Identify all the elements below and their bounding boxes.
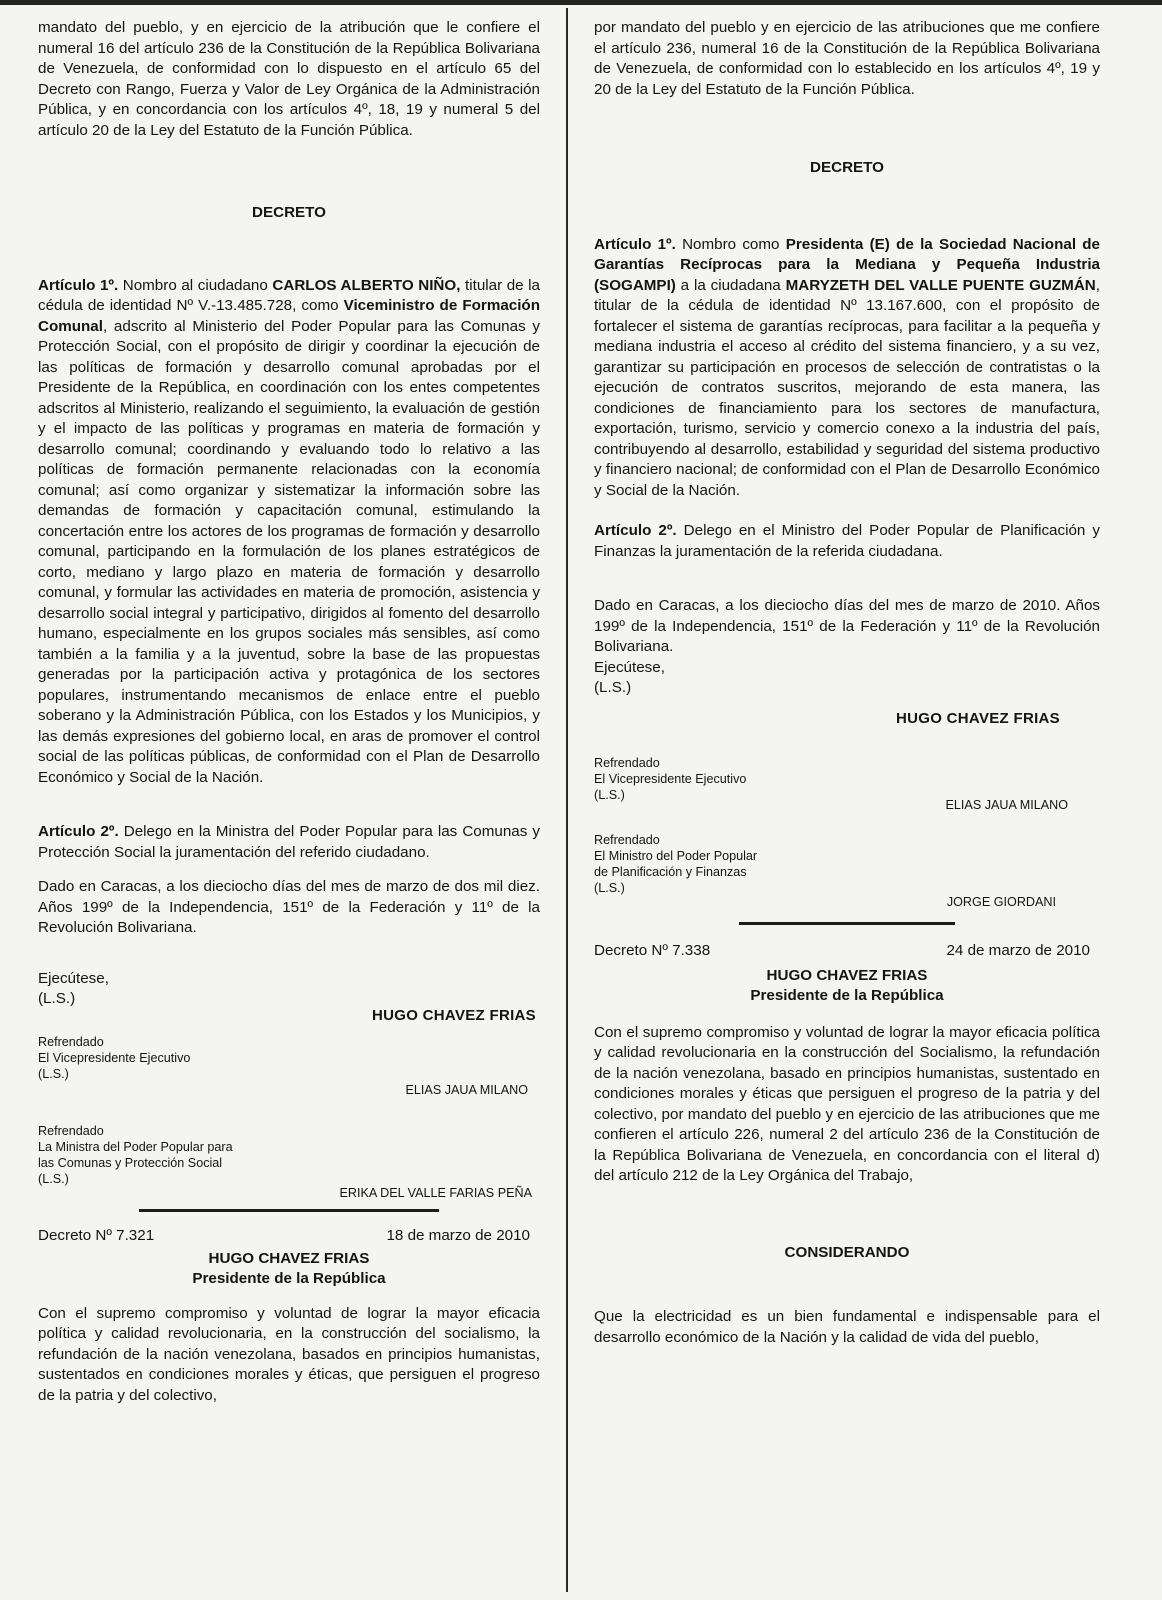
top-border <box>0 0 1162 5</box>
right-art1-text1: Nombro como <box>675 235 786 253</box>
left-ref2-line-b: La Ministra del Poder Popular para <box>38 1139 233 1154</box>
left-article-1 <box>38 276 540 789</box>
left-decree-header <box>38 1226 540 1247</box>
left-art1-text2: titular de la cédula de identidad Nº V.-13.485.728, como <box>38 276 541 314</box>
right-column <box>594 18 1100 1348</box>
right-considerando-paragraph: Que la electricidad es un bien fundamental e indispensable para el desarrollo económico de la Nación y la calidad de vida del pueblo, <box>594 1308 1100 1346</box>
right-ejecutese: Ejecútese, <box>594 658 665 676</box>
left-art1-text1: Nombro al ciudadano <box>118 276 273 294</box>
left-art2-text: Delego en la Ministra del Poder Popular para las Comunas y Protección Social la juramentación del referido ciudadano. <box>38 823 541 861</box>
right-ref2-line-c: de Planificación y Finanzas <box>594 864 747 879</box>
left-art1-label: Artículo 1º. <box>38 276 119 294</box>
right-ref1-line-c: (L.S.) <box>594 788 625 802</box>
left-ejecutese: Ejecútese, <box>38 969 109 987</box>
left-article-2 <box>38 822 540 863</box>
left-ref2-line-d: (L.S.) <box>38 1171 69 1186</box>
right-article-1 <box>594 235 1100 502</box>
right-ref1-line-b: El Vicepresidente Ejecutivo <box>594 772 747 786</box>
right-ref2-line-b: El Ministro del Poder Popular <box>594 848 758 863</box>
right-president-title: Presidente de la República <box>750 987 944 1004</box>
right-closing-paragraph: Con el supremo compromiso y voluntad de lograr la mayor eficacia política y calidad revolucionaria en la construcción del Socialismo, la refundación de la nación venezolana, basado en principios humanistas, sustentado en condiciones morales y éticas que persiguen el progreso de la patria y del colectivo, por mandato del pueblo y en ejercicio de las atribuciones que me confieren el artículo 226, numeral 2 del artículo 236 de la Constitución de la República Bolivariana de Venezuela, en concordancia con el literal d) del artículo 212 de la Ley Orgánica del Trabajo, <box>594 1023 1100 1184</box>
right-art2-text: Delego en el Ministro del Poder Popular de Planificación y Finanzas la juramentación de la referida ciudadana. <box>594 522 1100 560</box>
right-separator-rule <box>739 922 955 925</box>
left-art2-label: Artículo 2º. <box>38 823 119 840</box>
left-president-title: Presidente de la República <box>192 1270 386 1287</box>
left-intro-paragraph: mandato del pueblo, y en ejercicio de la atribución que le confiere el numeral 16 del artículo 236 de la Constitución de la República Bolivariana de Venezuela, de conformidad con lo dispuesto en el artículo 65 del Decreto con Rango, Fuerza y Valor de Ley Orgánica de la Administración Pública, y en concordancia con los artículos 4º, 18, 19 y numeral 5 del artículo 20 de la Ley del Estatuto de la Función Pública. <box>38 19 540 139</box>
right-ref1-signatory: ELIAS JAUA MILANO <box>945 798 1068 812</box>
left-dado-paragraph: Dado en Caracas, a los dieciocho días del mes de marzo de dos mil diez. Años 199º de la Independencia, 151º de la Federación y 11º de la Revolución Bolivariana. <box>38 878 540 936</box>
left-ref2-line-a: Refrendado <box>38 1123 104 1138</box>
right-ref2-line-a: Refrendado <box>594 832 660 847</box>
right-art1-text2: a la ciudadana <box>675 276 786 294</box>
left-art1-text3: , adscrito al Ministerio del Poder Popular para las Comunas y Protección Social, con el propósito de dirigir y coordinar la ejecución de las políticas de formación y desarrollo comunal aprobadas por el Presidente de la República, en coordinación con los entes competentes adscritos al Ministerio, realizando el seguimiento, la evaluación de gestión y el impacto de las políticas y programas en materia de formación y desarrollo comunal; coordinando y evaluando todo lo relativo a las políticas de formación permanente relacionadas con la economía comunal; así como organizar y sistematizar la información sobre las demandas de formación y capacitación comunal, estimulando la concertación entre los actores de los programas de formación y desarrollo comunal, participando en la formulación de los planes estratégicos de corto, mediano y largo plazo en materia de formación y desarrollo comunal, y formular las actividades en materia de promoción, asistencia y desarrollo social integral y participativo, dirigidos al fomento del desarrollo humano, especialmente en los grupos sociales más sensibles, así como también a la familia y a la juventud, sobre la base de las propuestas generadas por la participación activa y protagónica de los sectores populares, instrumentando mecanismos de enlace entre el pueblo soberano y la Administración Pública, con los Estados y los Municipios, y las demás expresiones del gobierno local, en aras de promover el control social de las políticas públicas, de conformidad con el Plan de Desarrollo Económico y Social de la Nación. <box>38 317 540 786</box>
right-art1-role: Presidenta (E) de la Sociedad Nacional de Garantías Recíprocas para la Mediana y Pequeña Industria (SOGAMPI) <box>594 235 1100 294</box>
right-dado-paragraph: Dado en Caracas, a los dieciocho días del mes de marzo de 2010. Años 199º de la Independencia, 151º de la Federación y 11º de la Revolución Bolivariana. <box>594 597 1100 655</box>
right-considerando-heading: CONSIDERANDO <box>784 1243 910 1261</box>
left-ref2-line-c: las Comunas y Protección Social <box>38 1155 223 1170</box>
right-president-signature: HUGO CHAVEZ FRIAS <box>896 709 1060 727</box>
right-decreto-heading: DECRETO <box>810 159 884 176</box>
left-president-signature: HUGO CHAVEZ FRIAS <box>372 1006 536 1024</box>
left-closing-paragraph: Con el supremo compromiso y voluntad de lograr la mayor eficacia política y calidad revolucionaria, en la construcción del socialismo, la refundación de la nación venezolana, basados en principios humanistas, sustentados en condiciones morales y éticas, que persiguen el progreso de la patria y del colectivo, <box>38 1304 540 1404</box>
left-ref1-signatory: ELIAS JAUA MILANO <box>405 1083 528 1097</box>
right-decree-date: 24 de marzo de 2010 <box>946 942 1090 959</box>
right-refrendo-2 <box>594 832 1100 896</box>
left-refrendo-1 <box>38 1034 540 1082</box>
right-decree-number: Decreto Nº 7.338 <box>594 942 711 959</box>
column-divider <box>566 8 568 1592</box>
left-refrendo-2 <box>38 1123 540 1187</box>
right-art1-name: MARYZETH DEL VALLE PUENTE GUZMÁN <box>785 276 1096 294</box>
right-article-2 <box>594 521 1100 562</box>
left-decree-date: 18 de marzo de 2010 <box>386 1227 530 1244</box>
left-ref1-line-b: El Vicepresidente Ejecutivo <box>38 1051 191 1065</box>
left-ref1-line-c: (L.S.) <box>38 1067 69 1081</box>
right-ref2-line-d: (L.S.) <box>594 880 625 895</box>
left-art1-name: CARLOS ALBERTO NIÑO, <box>272 276 461 294</box>
right-art2-label: Artículo 2º. <box>594 522 677 539</box>
right-art1-label: Artículo 1º. <box>594 235 676 253</box>
left-ls: (L.S.) <box>38 990 76 1007</box>
right-art1-text3: , titular de la cédula de identidad Nº 13.167.600, con el propósito de fortalecer el sistema de garantías recíprocas, para facilitar a la pequeña y mediana industria el acceso al crédito del sistema financiero, y a su vez, garantizar su participación en procesos de selección de contratistas o la ejecución de contratos suscritos, mejorando de esta manera, las condiciones de financiamiento para los sectores de manufactura, exportación, turismo, servicio y comercio conexo a la industria del país, contribuyendo al desarrollo, estabilidad y seguridad del sistema productivo y financiero nacional; de conformidad con el Plan de Desarrollo Económico y Social de la Nación. <box>594 276 1100 499</box>
left-column <box>38 18 540 1406</box>
right-ls: (L.S.) <box>594 679 632 696</box>
left-art1-role: Viceministro de Formación Comunal <box>38 297 540 335</box>
left-decree-number: Decreto Nº 7.321 <box>38 1227 155 1244</box>
left-ref1-line-a: Refrendado <box>38 1035 104 1049</box>
left-ref2-signatory: ERIKA DEL VALLE FARIAS PEÑA <box>339 1185 532 1200</box>
left-decreto-heading: DECRETO <box>252 204 326 221</box>
right-president-name: HUGO CHAVEZ FRIAS <box>766 966 928 984</box>
right-intro-paragraph: por mandato del pueblo y en ejercicio de las atribuciones que me confiere el artículo 236, numeral 16 de la Constitución de la República Bolivariana de Venezuela, de conformidad con lo establecido en los artículos 4º, 19 y 20 de la Ley del Estatuto de la Función Pública. <box>594 19 1100 98</box>
right-decree-header <box>594 941 1100 962</box>
right-ref1-line-a: Refrendado <box>594 756 660 770</box>
right-ref2-signatory: JORGE GIORDANI <box>946 894 1056 909</box>
left-separator-rule <box>139 1209 439 1212</box>
left-president-name: HUGO CHAVEZ FRIAS <box>208 1249 370 1267</box>
